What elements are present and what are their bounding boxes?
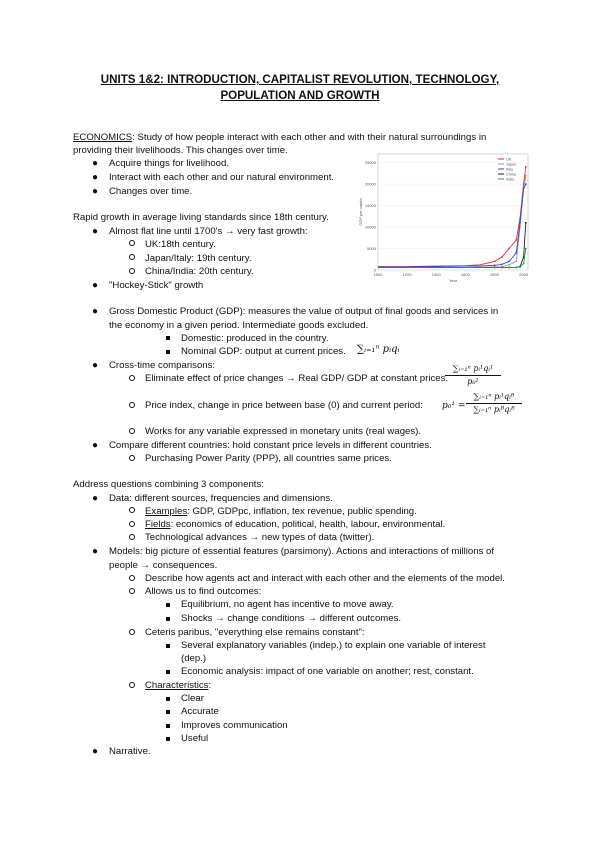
economics-definition	[73, 132, 486, 144]
legend-label: UK	[506, 157, 512, 162]
data-examples	[145, 506, 417, 518]
bullet-dot: ●	[92, 226, 99, 237]
data-point	[525, 248, 527, 250]
examples-label: Examples	[145, 506, 188, 517]
document-title-line1: UNITS 1&2: INTRODUCTION, CAPITALIST REVOLUTION, TECHNOLOGY,	[100, 73, 500, 86]
bullet-square	[166, 737, 170, 741]
list-item: Changes over time.	[109, 186, 193, 197]
legend-label: Japan	[506, 162, 517, 167]
list-item: Improves communication	[181, 720, 288, 731]
bullet-dot: ●	[92, 306, 99, 317]
bullet-circle	[129, 588, 135, 594]
bullet-dot: ●	[92, 360, 99, 371]
several-variables-line1: Several explanatory variables (indep.) to explain one variable of interest	[181, 640, 486, 651]
data-point	[494, 264, 496, 266]
list-item: Acquire things for livelihood.	[109, 158, 229, 169]
bullet-circle	[129, 455, 135, 461]
x-tick-label: 1400	[431, 272, 441, 277]
data-fields	[145, 519, 445, 531]
bullet-circle	[129, 629, 135, 635]
bullet-dot: ●	[92, 440, 99, 451]
bullet-circle	[129, 521, 135, 527]
bullet-dot: ●	[92, 493, 99, 504]
price-index-denominator: ∑ᵢ₌₁ⁿ pᵢᴮqᵢᴮ	[473, 405, 515, 414]
data-point	[508, 264, 510, 266]
bullet-square	[166, 617, 170, 621]
narrative: Narrative.	[109, 746, 151, 757]
data-point	[501, 267, 503, 269]
list-item: Accurate	[181, 706, 219, 717]
y-tick-label: 5000	[367, 246, 376, 252]
price-index: Price index, change in price between base (0) and current period:	[145, 400, 423, 411]
bullet-circle	[129, 254, 135, 260]
bullet-circle	[129, 268, 135, 274]
list-item: China/India: 20th century.	[145, 266, 254, 277]
equilibrium: Equilibrium, no agent has incentive to move away.	[181, 599, 394, 610]
bullet-circle	[129, 375, 135, 381]
data-point	[515, 252, 517, 254]
data-point	[501, 256, 503, 258]
bullet-square	[166, 603, 170, 607]
data-point	[525, 222, 527, 224]
fields-text: : economics of education, political, health, labour, environmental.	[170, 519, 446, 530]
bullet-circle	[129, 534, 135, 540]
models-allows: Allows us to find outcomes:	[145, 586, 262, 597]
x-tick-label: 1200	[402, 272, 412, 277]
price-index-numerator: ∑ᵢ₌₁ⁿ pᵢ¹qᵢᴮ	[473, 392, 515, 401]
data-point	[525, 166, 527, 168]
ceteris-paribus: Ceteris paribus, "everything else remains constant":	[145, 627, 365, 638]
bullet-square	[166, 350, 170, 354]
data-point	[515, 239, 517, 241]
bullet-circle	[129, 575, 135, 581]
bullet-dot: ●	[92, 546, 99, 557]
x-tick-label: 1600	[460, 272, 470, 277]
models-line1: Models: big picture of essential features (parsimony). Actions and interactions of millions of	[109, 546, 495, 557]
data-point	[525, 183, 527, 185]
economic-analysis: Economic analysis: impact of one variable on another; rest, constant.	[181, 666, 474, 677]
data-point	[508, 261, 510, 263]
real-gdp-denominator: p₀¹	[467, 377, 479, 386]
growth-intro: Rapid growth in average living standards since 18th century.	[73, 212, 329, 223]
bullet-dot: ●	[92, 746, 99, 757]
x-tick-label: 1000	[373, 272, 383, 277]
gdp-nominal: Nominal GDP: output at current prices.	[181, 346, 346, 357]
fraction-line	[466, 403, 522, 404]
list-item: UK:18th century.	[145, 239, 216, 250]
shocks: Shocks → change conditions → different outcomes.	[181, 613, 402, 624]
gdp-def-line1: Gross Domestic Product (GDP): measures the value of output of final goods and services in	[109, 306, 499, 317]
bullet-dot: ●	[92, 158, 99, 169]
data-point	[494, 261, 496, 263]
hockey-stick-growth: "Hockey-Stick" growth	[109, 280, 204, 291]
models-line2: people → consequences.	[109, 560, 218, 571]
data-point	[523, 187, 525, 189]
bullet-square	[166, 724, 170, 728]
fraction-line	[445, 375, 501, 376]
y-tick-label: 15000	[364, 203, 376, 209]
data-point	[519, 266, 521, 268]
bullet-square	[166, 336, 170, 340]
gdp-def-line2: the economy in a given period. Intermediate goods excluded.	[109, 320, 369, 331]
eliminate-price-effect: Eliminate effect of price changes → Real GDP/ GDP at constant prices.	[145, 373, 449, 384]
list-item: Clear	[181, 693, 204, 704]
nominal-gdp-formula: ∑ᵢ₌₁ⁿ pᵢqᵢ	[357, 344, 400, 355]
legend-label: China	[506, 172, 516, 177]
characteristics-label: Characteristics	[145, 680, 209, 691]
legend-label: India	[506, 177, 515, 182]
list-item: Useful	[181, 733, 209, 744]
document-title-line2: POPULATION AND GROWTH	[220, 89, 380, 102]
economics-def-line2: providing their livelihoods. This changes over time.	[73, 145, 288, 156]
x-tick-label: 1800	[490, 272, 499, 277]
y-axis-label: GDP per capita	[358, 198, 363, 226]
compare-countries: Compare different countries: hold constant price levels in different countries.	[109, 440, 432, 451]
bullet-circle	[129, 507, 135, 513]
y-tick-label: 20000	[364, 181, 376, 187]
data-point	[525, 175, 527, 177]
bullet-circle	[129, 682, 135, 688]
data-sources: Data: different sources, frequencies and dimensions.	[109, 493, 333, 504]
y-tick-label: 0	[373, 267, 376, 273]
bullet-dot: ●	[92, 280, 99, 291]
purchasing-power-parity: Purchasing Power Parity (PPP), all countries same prices.	[145, 453, 392, 464]
bullet-circle	[129, 428, 135, 434]
bullet-circle	[129, 402, 135, 408]
growth-flat-line: Almost flat line until 1700's → very fast growth:	[109, 226, 308, 237]
data-point	[515, 261, 517, 263]
examples-text: : GDP, GDPpc, inflation, tex revenue, public spending.	[187, 506, 417, 517]
bullet-square	[166, 670, 170, 674]
list-item: Japan/Italy: 19th century.	[145, 253, 252, 264]
y-tick-label: 10000	[364, 224, 376, 230]
bullet-circle	[129, 240, 135, 246]
x-axis-label: Year	[448, 278, 458, 283]
gdp-per-capita-chart	[356, 148, 534, 284]
bullet-square	[166, 644, 170, 648]
data-point	[508, 267, 510, 269]
gdp-domestic: Domestic: produced in the country.	[181, 333, 329, 344]
address-intro: Address questions combining 3 components:	[73, 479, 264, 490]
cross-time-comparisons: Cross-time comparisons:	[109, 360, 216, 371]
bullet-dot: ●	[92, 172, 99, 183]
fields-label: Fields	[145, 519, 171, 530]
data-point	[519, 222, 521, 224]
economics-term: ECONOMICS	[73, 132, 133, 143]
works-any-variable: Works for any variable expressed in monetary units (real wages).	[145, 426, 422, 437]
bullet-dot: ●	[92, 186, 99, 197]
data-point	[508, 248, 510, 250]
characteristics-colon: :	[208, 680, 212, 691]
economics-def-line1: : Study of how people interact with each other and with their natural surroundings in	[132, 132, 487, 143]
data-point	[501, 264, 503, 266]
data-point	[494, 267, 496, 269]
y-tick-label: 25000	[364, 160, 376, 166]
characteristics-heading	[145, 680, 211, 692]
list-item: Interact with each other and our natural environment.	[109, 172, 335, 183]
bullet-square	[166, 710, 170, 714]
price-index-lhs: p₀¹ =	[442, 401, 466, 411]
real-gdp-numerator: ∑ᵢ₌₁ⁿ pᵢ¹qᵢ¹	[452, 364, 494, 373]
x-tick-label: 2000	[519, 272, 529, 277]
data-point	[515, 267, 517, 269]
data-point	[523, 263, 525, 265]
models-describe: Describe how agents act and interact with each other and the elements of the model.	[145, 573, 505, 584]
several-variables-line2: (dep.)	[181, 653, 207, 664]
bullet-square	[166, 697, 170, 701]
legend-label: Italy	[506, 167, 513, 172]
tech-advances: Technological advances → new types of data (twitter).	[145, 532, 375, 543]
